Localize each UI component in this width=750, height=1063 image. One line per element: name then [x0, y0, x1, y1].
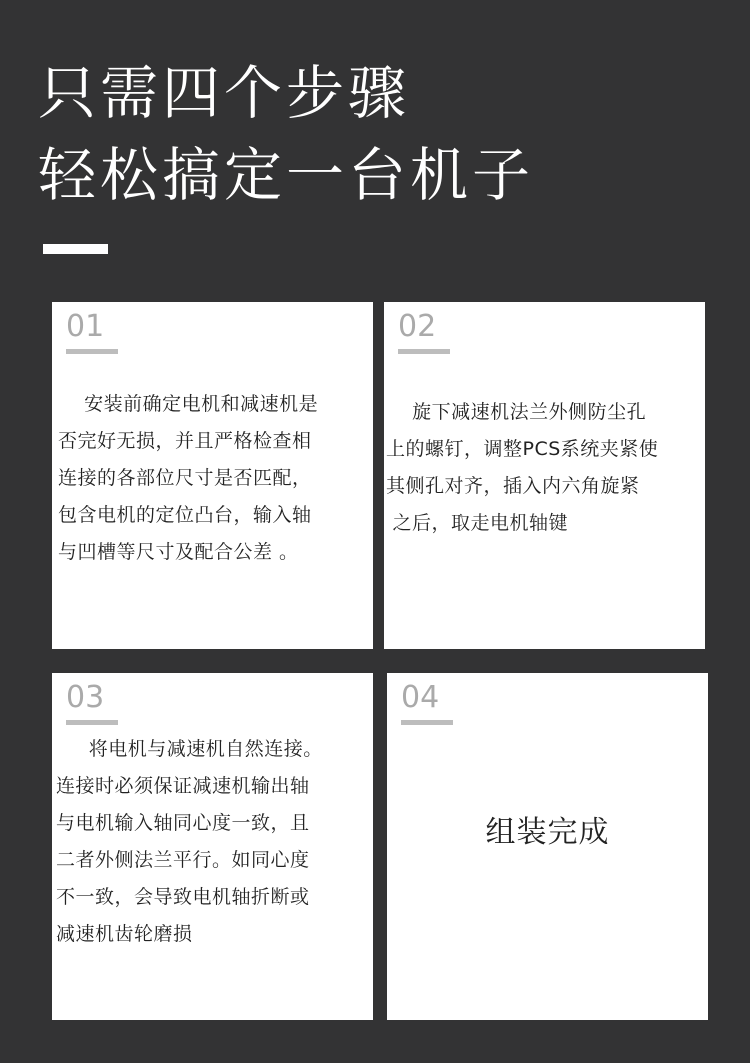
- page-title-line-1: 只需四个步骤: [38, 59, 411, 127]
- step-description: [58, 386, 370, 571]
- step-text-line: 连接的各部位尺寸是否匹配，: [58, 467, 312, 489]
- step-text-line: 之后，取走电机轴键: [386, 512, 569, 534]
- page-title-line-2: 轻松搞定一台机子: [38, 141, 535, 209]
- step-text-line: 连接时必须保证减速机输出轴: [56, 775, 310, 797]
- step-text-line: 不一致，会导致电机轴折断或: [56, 886, 310, 908]
- step-text-line: 否完好无损，并且严格检查相: [58, 430, 312, 452]
- step-text-line: 其侧孔对齐，插入内六角旋紧: [386, 475, 640, 497]
- step-text-line: 与电机输入轴同心度一致，且: [56, 812, 310, 834]
- step-text-line: 将电机与减速机自然连接。: [56, 738, 323, 760]
- step-description: [386, 394, 702, 542]
- step-text-line: 减速机齿轮磨损: [56, 923, 193, 945]
- step-number-underline: [66, 349, 118, 354]
- step-number: 02: [398, 309, 437, 344]
- step-text-line: 旋下减速机法兰外侧防尘孔: [386, 401, 647, 423]
- step-number-underline: [66, 720, 118, 725]
- step-card-2: [384, 302, 705, 649]
- step-text-line: 安装前确定电机和减速机是: [58, 393, 319, 415]
- step-text-line: 上的螺钉，调整PCS系统夹紧使: [386, 438, 659, 460]
- step-card-4: [387, 673, 708, 1020]
- step-complete-text: 组装完成: [485, 815, 610, 850]
- step-description: [56, 731, 370, 953]
- step-number: 01: [66, 309, 105, 344]
- step-card-1: [52, 302, 373, 649]
- step-text-line: 包含电机的定位凸台，输入轴: [58, 504, 312, 526]
- step-number: 03: [66, 680, 105, 715]
- step-text-line: 与凹槽等尺寸及配合公差 。: [58, 541, 299, 563]
- step-number-underline: [401, 720, 453, 725]
- step-text-line: 二者外侧法兰平行。如同心度: [56, 849, 310, 871]
- step-number-underline: [398, 349, 450, 354]
- title-divider: [43, 244, 108, 254]
- step-number: 04: [401, 680, 440, 715]
- step-card-3: [52, 673, 373, 1020]
